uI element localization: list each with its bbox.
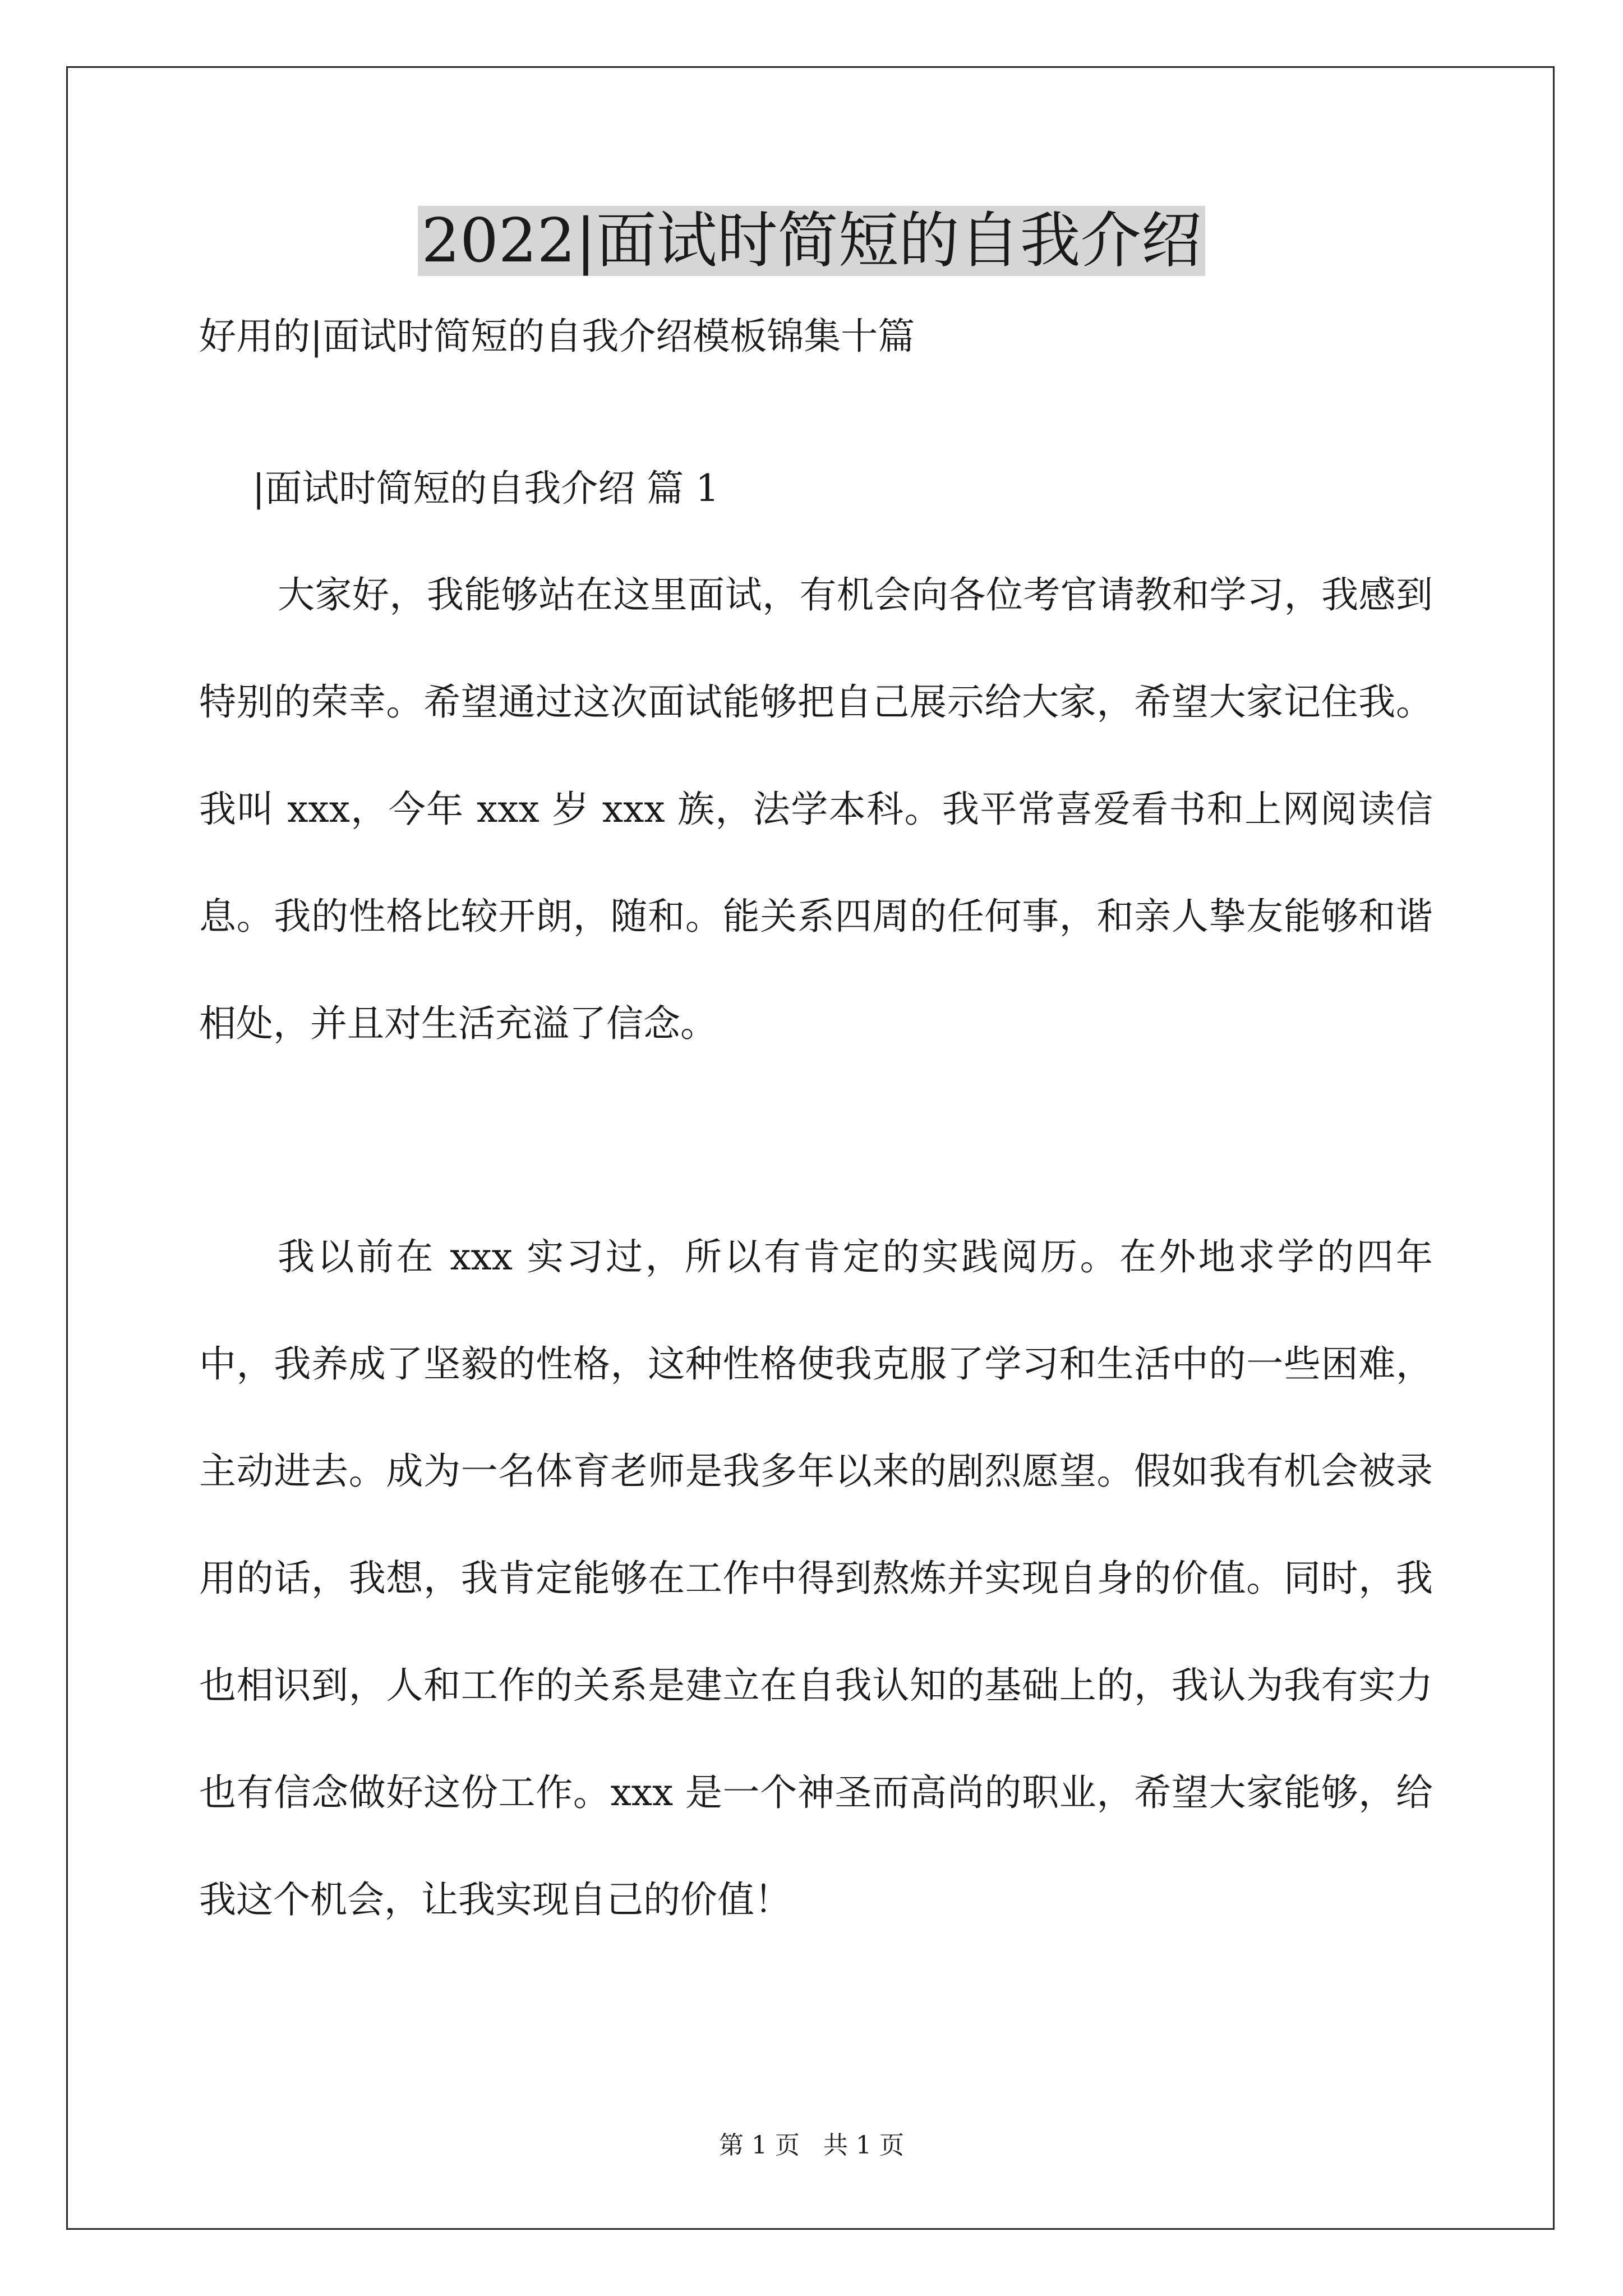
paragraph-2: 我以前在 xxx 实习过，所以有肯定的实践阅历。在外地求学的四年中，我养成了坚毅的性格，这种性格使我克服了学习和生活中的一些困难，主动进去。成为一名体育老师是我多年以来的剧烈愿望。假如我有机会被录用的话，我想，我肯定能够在工作中得到熬炼并实现自身的价值。同时，我也相识到，人和工作的关系是建立在自我认知的基础上的，我认为我有实力也有信念做好这份工作。xxx 是一个神圣而高尚的职业，希望大家能够，给我这个机会，让我实现自己的价值！: [199, 1235, 1433, 1921]
paragraph-1: 大家好，我能够站在这里面试，有机会向各位考官请教和学习，我感到特别的荣幸。希望通过这次面试能够把自己展示给大家，希望大家记住我。我叫 xxx，今年 xxx 岁 xxx 族，法学本科。我平常喜爱看书和上网阅读信息。我的性格比较开朗，随和。能关系四周的任何事，和亲人挚友能够和谐相处，并且对生活充溢了信念。: [199, 573, 1433, 1045]
page-footer: 第 1 页 共 1 页: [719, 2131, 904, 2160]
section-heading: |面试时简短的自我介绍 篇 1: [252, 467, 720, 510]
document-subtitle: 好用的|面试时简短的自我介绍模板锦集十篇: [199, 315, 915, 358]
document-title: [0, 202, 1623, 280]
document-title-text: 2022|面试时简短的自我介绍: [418, 206, 1205, 276]
